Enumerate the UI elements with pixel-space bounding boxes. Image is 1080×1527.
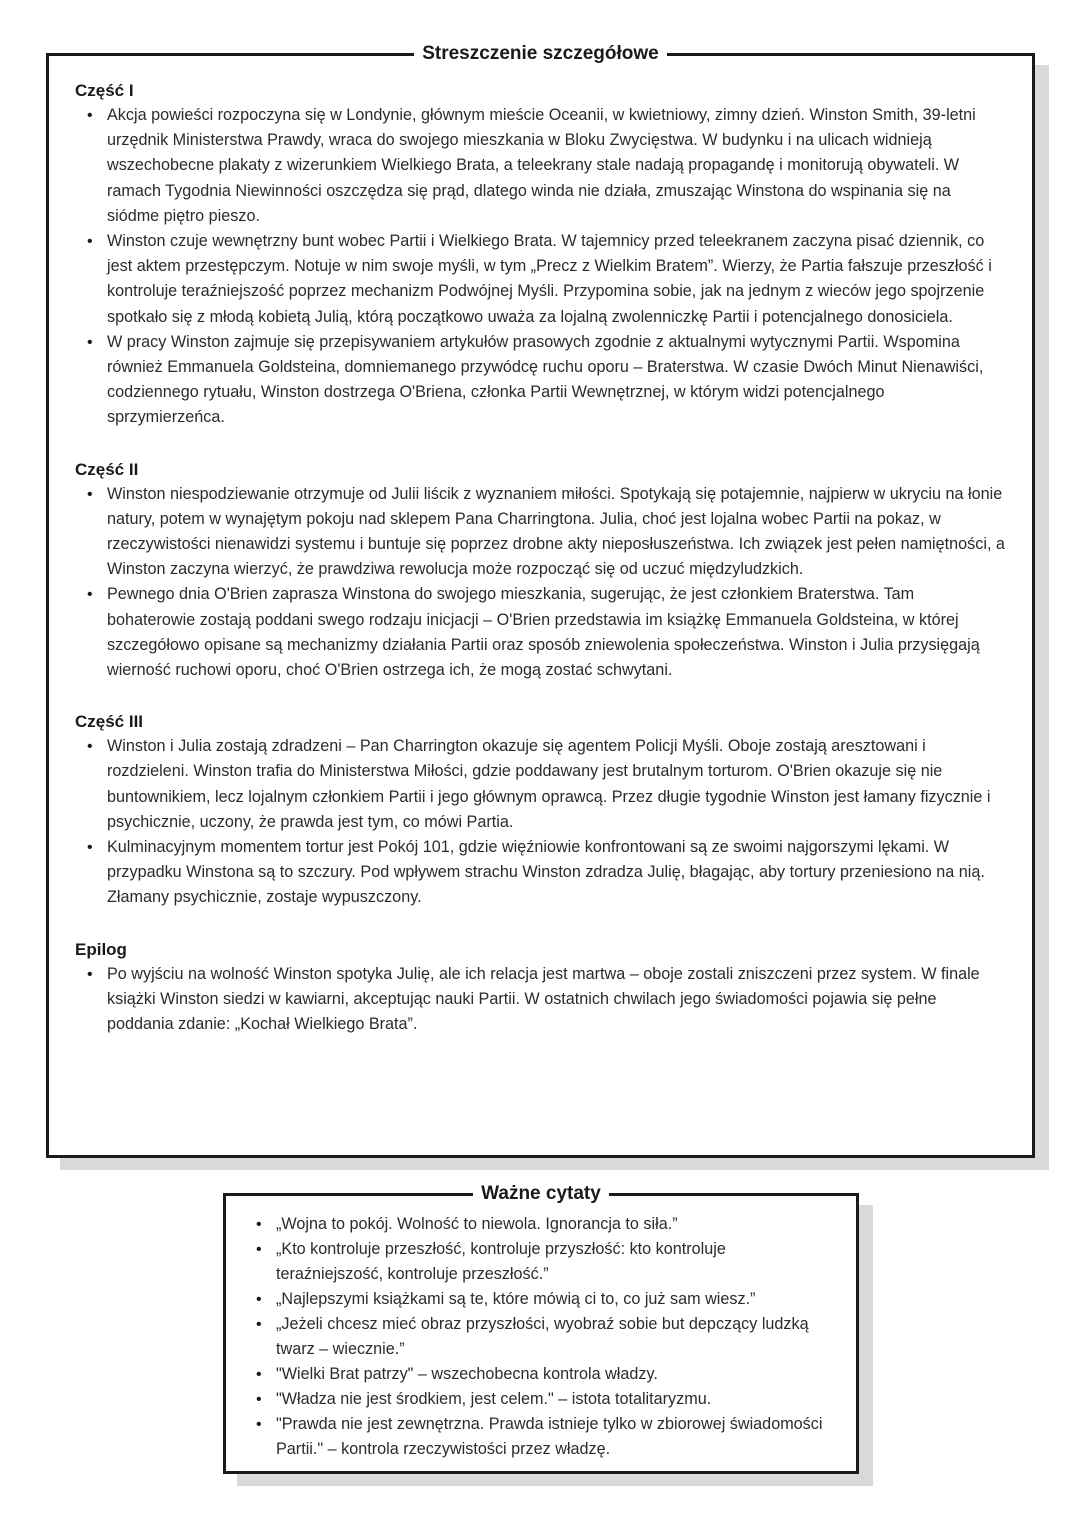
- section-heading: Część III: [75, 712, 144, 732]
- section-part-2: [75, 457, 1005, 684]
- quote-item: [256, 1312, 836, 1362]
- bullet-icon: •: [87, 839, 93, 857]
- item-text: Winston i Julia zostają zdradzeni – Pan Charrington okazuje się agentem Policji Myśli. Oboje zostają aresztowani i rozdzieleni. Winston trafia do Ministerstwa Miłości, gdzie poddawany jest brutalnym torturom. O'Brien okazuje się nie buntownikiem, lecz lojalnym członkiem Partii i jego głównym oprawcą. Przez długie tygodnie Winston jest łamany fizycznie i psychicznie, uczony, że prawda jest tym, co mówi Partia.: [107, 737, 991, 831]
- item-text: Winston czuje wewnętrzny bunt wobec Partii i Wielkiego Brata. W tajemnicy przed teleekranem zaczyna pisać dziennik, co jest aktem przestępczym. Notuje w nim swoje myśli, w tym „Precz z Wielkim Bratem”. Wierzy, że Partia fałszuje przeszłość i kontroluje teraźniejszość poprzez mechanizm Podwójnej Myśli. Przypomina sobie, jak na jednym z wieców jego spojrzenie spotkało się z młodą kobietą Julią, którą początkowo uważa za lojalną zwolenniczkę Partii i potencjalnego donosiciela.: [107, 232, 992, 326]
- bullet-icon: •: [87, 738, 93, 756]
- quote-item: [256, 1412, 836, 1462]
- bullet-icon: •: [87, 965, 93, 983]
- bullet-list: [75, 734, 1005, 910]
- bullet-icon: •: [256, 1316, 262, 1333]
- quote-text: "Wielki Brat patrzy" – wszechobecna kontrola władzy.: [276, 1365, 658, 1383]
- item-text: Po wyjściu na wolność Winston spotyka Julię, ale ich relacja jest martwa – oboje zostali zniszczeni przez system. W finale książki Winston siedzi w kawiarni, akceptując nauki Partii. W ostatnich chwilach jego świadomości pojawia się pełne poddania zdanie: „Kochał Wielkiego Brata”.: [107, 964, 980, 1034]
- bullet-list: [75, 962, 1005, 1038]
- bullet-icon: •: [256, 1241, 262, 1258]
- quote-item: [256, 1237, 836, 1287]
- quote-item: [256, 1287, 836, 1312]
- bullet-icon: •: [256, 1416, 262, 1433]
- quotes-box: [223, 1183, 859, 1474]
- bullet-list: [75, 103, 1005, 431]
- section-part-1: [75, 78, 1005, 431]
- list-item: [87, 962, 1005, 1038]
- list-item: [87, 103, 1005, 229]
- bullet-icon: •: [87, 107, 93, 124]
- summary-title-bar: [49, 41, 1032, 67]
- quote-text: "Prawda nie jest zewnętrzna. Prawda istnieje tylko w zbiorowej świadomości Partii." – kontrola rzeczywistości przez władzę.: [276, 1415, 823, 1458]
- item-text: W pracy Winston zajmuje się przepisywaniem artykułów prasowych zgodnie z aktualnymi wytycznymi Partii. Wspomina również Emmanuela Goldsteina, domniemanego przywódcę ruchu oporu – Braterstwa. W czasie Dwóch Minut Nienawiści, codziennego rytuału, Winston dostrzega O'Briena, członka Partii Wewnętrznej, w którym widzi potencjalnego sprzymierzeńca.: [107, 332, 984, 427]
- bullet-list: [75, 482, 1005, 684]
- bullet-icon: •: [256, 1366, 262, 1383]
- quote-item: [256, 1362, 836, 1387]
- summary-box: [46, 43, 1035, 1158]
- quotes-list: [256, 1212, 836, 1462]
- list-item: [87, 734, 1005, 835]
- list-item: [87, 835, 1005, 911]
- item-text: Akcja powieści rozpoczyna się w Londynie, głównym mieście Oceanii, w kwietniowy, zimny dzień. Winston Smith, 39-letni urzędnik Ministerstwa Prawdy, wraca do swojego mieszkania w Bloku Zwycięstwa. W budynku i na ulicach widnieją wszechobecne plakaty z wizerunkiem Wielkiego Brata, a teleekrany stale nadają propagandę i monitorują obywateli. W ramach Tygodnia Niewinności oszczędza się prąd, dlatego winda nie działa, zmuszając Winstona do wspinania się na siódme piętro pieszo.: [107, 106, 976, 225]
- bullet-icon: •: [87, 485, 93, 503]
- list-item: [87, 482, 1005, 583]
- quotes-title: Ważne cytaty: [473, 1183, 609, 1204]
- quote-text: „Wojna to pokój. Wolność to niewola. Ignorancja to siła.”: [276, 1215, 678, 1233]
- quote-item: [256, 1387, 836, 1412]
- summary-content: [75, 78, 1005, 1063]
- quote-item: [256, 1212, 836, 1237]
- section-heading: Epilog: [75, 939, 127, 959]
- bullet-icon: •: [256, 1291, 262, 1308]
- item-text: Kulminacyjnym momentem tortur jest Pokój 101, gdzie więźniowie konfrontowani są ze swoimi najgorszymi lękami. W przypadku Winstona są to szczury. Pod wpływem strachu Winston zdradza Julię, błagając, aby tortury przeniesiono na nią. Złamany psychicznie, zostaje wypuszczony.: [107, 838, 985, 907]
- quote-text: „Najlepszymi książkami są te, które mówią ci to, co już sam wiesz.”: [276, 1290, 756, 1308]
- section-part-3: [75, 709, 1005, 910]
- quote-text: „Jeżeli chcesz mieć obraz przyszłości, wyobraź sobie but depczący ludzką twarz – wiecznie.”: [276, 1315, 809, 1358]
- bullet-icon: •: [87, 333, 93, 351]
- list-item: [87, 229, 1005, 330]
- bullet-icon: •: [256, 1216, 262, 1233]
- section-heading: Część II: [75, 459, 139, 479]
- quote-text: "Władza nie jest środkiem, jest celem." – istota totalitaryzmu.: [276, 1390, 712, 1408]
- quotes-title-bar: [226, 1181, 856, 1207]
- summary-title: Streszczenie szczegółowe: [414, 43, 667, 64]
- bullet-icon: •: [256, 1391, 262, 1408]
- list-item: [87, 582, 1005, 683]
- quote-text: „Kto kontroluje przeszłość, kontroluje przyszłość: kto kontroluje teraźniejszość, kontroluje przeszłość.”: [276, 1240, 726, 1283]
- section-epilog: [75, 937, 1005, 1038]
- section-heading: Część I: [75, 81, 134, 100]
- bullet-icon: •: [87, 233, 93, 251]
- list-item: [87, 330, 1005, 431]
- item-text: Winston niespodziewanie otrzymuje od Julii liścik z wyznaniem miłości. Spotykają się potajemnie, najpierw w ukryciu na łonie natury, potem w wynajętym pokoju nad sklepem Pana Charringtona. Julia, choć jest lojalna wobec Partii na pokaz, w rzeczywistości nienawidzi systemu i buntuje się poprzez drobne akty nieposłuszeństwa. Ich związek jest pełen namiętności, a Winston zaczyna wierzyć, że prawdziwa rewolucja może rozpocząć się od uczuć międzyludzkich.: [107, 484, 1005, 579]
- item-text: Pewnego dnia O'Brien zaprasza Winstona do swojego mieszkania, sugerując, że jest członkiem Braterstwa. Tam bohaterowie zostają poddani swego rodzaju inicjacji – O'Brien przedstawia im książkę Emmanuela Goldsteina, w której szczegółowo opisane są mechanizmy działania Partii oraz sposób zniewolenia społeczeństwa. Winston i Julia przysięgają wierność ruchowi oporu, choć O'Brien ostrzega ich, że mogą zostać schwytani.: [107, 585, 980, 680]
- bullet-icon: •: [87, 586, 93, 604]
- quotes-content: [256, 1212, 836, 1462]
